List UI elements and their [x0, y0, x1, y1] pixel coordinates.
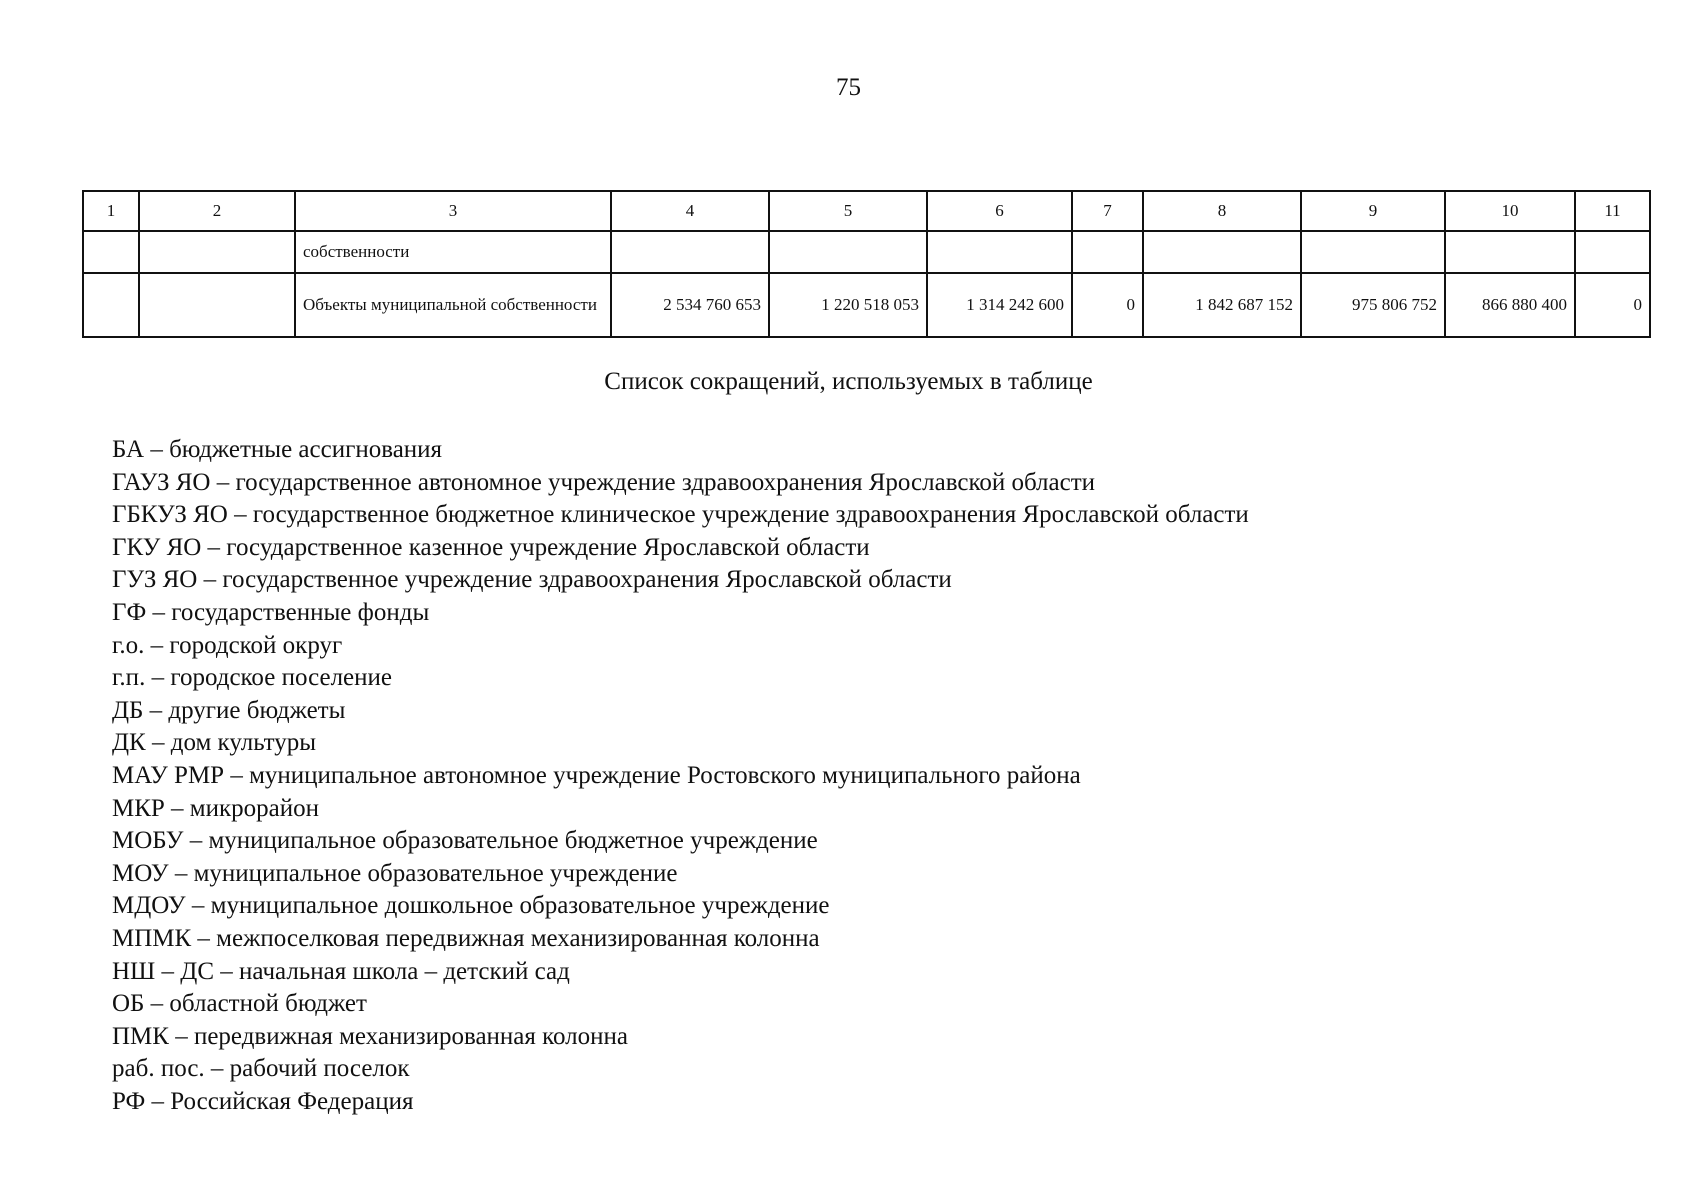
table-cell: 866 880 400 — [1445, 273, 1575, 337]
abbreviation-item: ГУЗ ЯО – государственное учреждение здравоохранения Ярославской области — [112, 566, 952, 594]
table-cell — [769, 231, 927, 273]
abbreviation-item: ГФ – государственные фонды — [112, 598, 430, 626]
abbreviation-item: НШ – ДС – начальная школа – детский сад — [112, 957, 570, 985]
table-cell: 2 534 760 653 — [611, 273, 769, 337]
table-cell — [1575, 231, 1650, 273]
table-cell — [1301, 231, 1445, 273]
table-cell — [139, 273, 295, 337]
abbreviation-item: РФ – Российская Федерация — [112, 1087, 414, 1115]
table-cell — [1143, 231, 1301, 273]
column-number-cell: 4 — [611, 191, 769, 231]
table-cell: 0 — [1575, 273, 1650, 337]
abbreviation-item: МОУ – муниципальное образовательное учреждение — [112, 859, 678, 887]
abbreviation-item: раб. пос. – рабочий поселок — [112, 1055, 410, 1083]
abbreviations-list — [112, 434, 1249, 1118]
table-cell: 0 — [1072, 273, 1143, 337]
table-cell: 1 314 242 600 — [927, 273, 1072, 337]
table-row — [83, 273, 1650, 337]
abbreviation-item: МКР – микрорайон — [112, 794, 320, 822]
abbreviation-item: ГКУ ЯО – государственное казенное учреждение Ярославской области — [112, 533, 870, 561]
abbreviation-item: ДБ – другие бюджеты — [112, 696, 346, 724]
table-row — [83, 231, 1650, 273]
budget-table-continuation — [82, 190, 1651, 338]
abbreviation-item: ПМК – передвижная механизированная колонна — [112, 1022, 629, 1050]
table-cell — [83, 273, 139, 337]
column-number-cell: 9 — [1301, 191, 1445, 231]
abbreviation-item: МАУ РМР – муниципальное автономное учреждение Ростовского муниципального района — [112, 761, 1081, 789]
column-number-cell: 11 — [1575, 191, 1650, 231]
abbreviation-item: ГАУЗ ЯО – государственное автономное учреждение здравоохранения Ярославской области — [112, 468, 1096, 496]
table-cell: 975 806 752 — [1301, 273, 1445, 337]
column-number-row — [83, 191, 1650, 231]
abbreviation-item: МДОУ – муниципальное дошкольное образовательное учреждение — [112, 892, 830, 920]
page-number: 75 — [836, 74, 861, 101]
column-number-cell: 10 — [1445, 191, 1575, 231]
table-cell — [611, 231, 769, 273]
table-cell: 1 220 518 053 — [769, 273, 927, 337]
abbreviation-item: ГБКУЗ ЯО – государственное бюджетное клиническое учреждение здравоохранения Ярославской области — [112, 501, 1249, 529]
column-number-cell: 1 — [83, 191, 139, 231]
column-number-cell: 8 — [1143, 191, 1301, 231]
abbreviation-item: г.п. – городское поселение — [112, 664, 392, 692]
table-cell — [1445, 231, 1575, 273]
abbreviation-item: г.о. – городской округ — [112, 631, 343, 659]
abbreviation-item: БА – бюджетные ассигнования — [112, 436, 443, 463]
table-cell: 1 842 687 152 — [1143, 273, 1301, 337]
table-cell — [1072, 231, 1143, 273]
table-cell — [139, 231, 295, 273]
abbreviation-item: ДК – дом культуры — [112, 729, 317, 757]
column-number-cell: 6 — [927, 191, 1072, 231]
table-cell — [83, 231, 139, 273]
abbreviation-item: МОБУ – муниципальное образовательное бюджетное учреждение — [112, 827, 818, 855]
column-number-cell: 5 — [769, 191, 927, 231]
abbreviations-title: Список сокращений, используемых в таблице — [604, 368, 1093, 395]
column-number-cell: 7 — [1072, 191, 1143, 231]
table-cell: собственности — [295, 231, 611, 273]
table-cell — [927, 231, 1072, 273]
table-cell: Объекты муниципальной собственности — [295, 273, 611, 337]
abbreviation-item: ОБ – областной бюджет — [112, 990, 367, 1018]
abbreviation-item: МПМК – межпоселковая передвижная механизированная колонна — [112, 924, 820, 952]
column-number-cell: 2 — [139, 191, 295, 231]
column-number-cell: 3 — [295, 191, 611, 231]
